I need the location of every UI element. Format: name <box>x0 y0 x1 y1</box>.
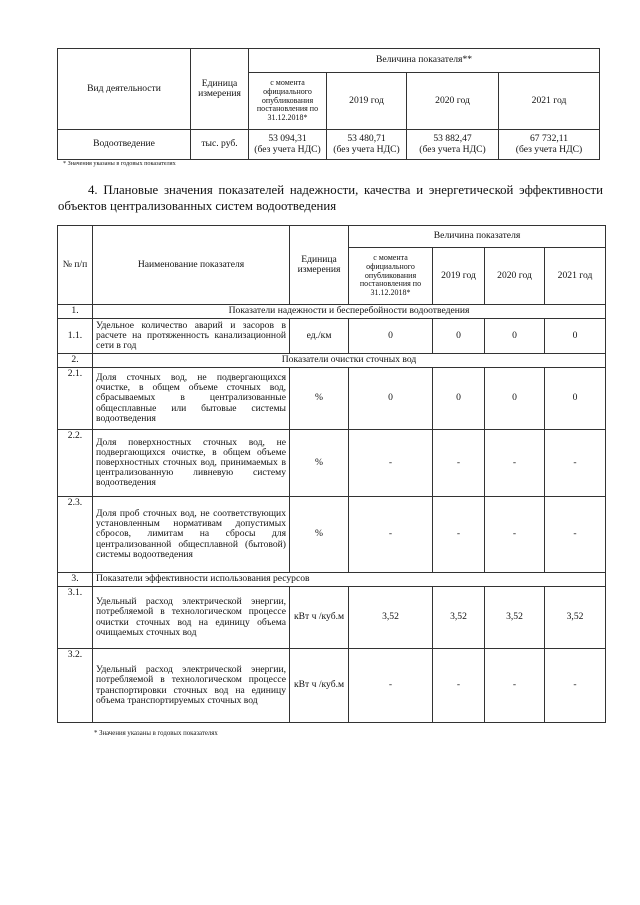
row-value: - <box>349 497 433 573</box>
section-heading: 4. Плановые значения показателей надежности, качества и энергетической эффективности объектов централизованных систем водоотведения <box>58 183 603 213</box>
value-cell: 53 882,47 (без учета НДС) <box>407 130 499 160</box>
row-value: 0 <box>349 319 433 354</box>
row-unit: кВт ч /куб.м <box>290 649 349 723</box>
header-2020: 2020 год <box>485 248 545 305</box>
activity-cell: Водоотведение <box>58 130 191 160</box>
header-since: с момента официального опубликования постановления по 31.12.2018* <box>349 248 433 305</box>
row-name: Доля сточных вод, не подвергающихся очистке, в общем объеме сточных вод, сбрасываемых в централизованные общесплавные или бытовые системы водоотведения <box>93 368 290 430</box>
section-row <box>58 354 606 368</box>
header-name: Наименование показателя <box>93 226 290 305</box>
section-title: Показатели очистки сточных вод <box>93 354 606 368</box>
header-2021: 2021 год <box>499 73 600 130</box>
row-unit: ед./км <box>290 319 349 354</box>
row-value: 0 <box>433 319 485 354</box>
section-num: 2. <box>58 354 93 368</box>
row-value: - <box>433 649 485 723</box>
row-value: - <box>433 497 485 573</box>
header-2019: 2019 год <box>433 248 485 305</box>
table-row <box>58 430 606 497</box>
row-value: 0 <box>433 368 485 430</box>
row-name: Доля проб сточных вод, не соответствующих установленным нормативам допустимых сбросов, лимитам на сбросы для централизованной общесплавной (бытовой) системы водоотведения <box>93 497 290 573</box>
section-title: Показатели эффективности использования ресурсов <box>93 573 606 587</box>
row-unit: % <box>290 430 349 497</box>
section-row <box>58 305 606 319</box>
row-value: 3,52 <box>485 587 545 649</box>
row-unit: кВт ч /куб.м <box>290 587 349 649</box>
row-num: 1.1. <box>58 319 93 354</box>
section-row <box>58 573 606 587</box>
row-value: 0 <box>545 319 606 354</box>
table-row <box>58 649 606 723</box>
header-activity: Вид деятельности <box>58 49 191 130</box>
row-value: - <box>349 649 433 723</box>
table-row <box>58 587 606 649</box>
table-row <box>58 368 606 430</box>
row-value: - <box>485 649 545 723</box>
row-name: Удельное количество аварий и засоров в расчете на протяженность канализационной сети в год <box>93 319 290 354</box>
row-num: 3.1. <box>58 587 93 649</box>
footnote: * Значения указаны в годовых показателях <box>94 730 218 737</box>
header-2020: 2020 год <box>407 73 499 130</box>
row-num: 2.3. <box>58 497 93 573</box>
row-value: - <box>545 430 606 497</box>
row-name: Удельный расход электрической энергии, потребляемой в технологическом процессе транспортировки сточных вод на единицу объема транспортируемых сточных вод <box>93 649 290 723</box>
table-row <box>58 497 606 573</box>
header-unit: Единица измерения <box>191 49 249 130</box>
row-value: - <box>485 497 545 573</box>
footnote: * Значения указаны в годовых показателях <box>63 160 176 167</box>
row-num: 3.2. <box>58 649 93 723</box>
header-unit: Единица измерения <box>290 226 349 305</box>
section-num: 1. <box>58 305 93 319</box>
value-cell: 53 094,31 (без учета НДС) <box>249 130 327 160</box>
row-value: 3,52 <box>349 587 433 649</box>
header-2019: 2019 год <box>327 73 407 130</box>
row-value: - <box>485 430 545 497</box>
header-num: № п/п <box>58 226 93 305</box>
row-value: 0 <box>545 368 606 430</box>
row-value: 3,52 <box>433 587 485 649</box>
row-unit: % <box>290 497 349 573</box>
row-value: 3,52 <box>545 587 606 649</box>
unit-cell: тыс. руб. <box>191 130 249 160</box>
row-value: - <box>433 430 485 497</box>
header-value-group: Величина показателя** <box>249 49 600 73</box>
row-value: - <box>349 430 433 497</box>
row-value: - <box>545 497 606 573</box>
tariff-table <box>57 48 600 160</box>
row-value: - <box>545 649 606 723</box>
row-num: 2.1. <box>58 368 93 430</box>
row-value: 0 <box>485 368 545 430</box>
header-value-group: Величина показателя <box>349 226 606 248</box>
row-name: Доля поверхностных сточных вод, не подвергающихся очистке, в общем объеме поверхностных сточных вод, принимаемых в централизованную ливневую систему водоотведения <box>93 430 290 497</box>
section-title: Показатели надежности и бесперебойности водоотведения <box>93 305 606 319</box>
row-num: 2.2. <box>58 430 93 497</box>
header-since: с момента официального опубликования постановления по 31.12.2018* <box>249 73 327 130</box>
table-row <box>58 130 600 160</box>
header-2021: 2021 год <box>545 248 606 305</box>
section-num: 3. <box>58 573 93 587</box>
value-cell: 67 732,11 (без учета НДС) <box>499 130 600 160</box>
row-value: 0 <box>349 368 433 430</box>
value-cell: 53 480,71 (без учета НДС) <box>327 130 407 160</box>
row-value: 0 <box>485 319 545 354</box>
table-row <box>58 319 606 354</box>
row-name: Удельный расход электрической энергии, потребляемой в технологическом процессе очистки сточных вод на единицу объема очищаемых сточных вод <box>93 587 290 649</box>
indicators-table <box>57 225 606 723</box>
row-unit: % <box>290 368 349 430</box>
